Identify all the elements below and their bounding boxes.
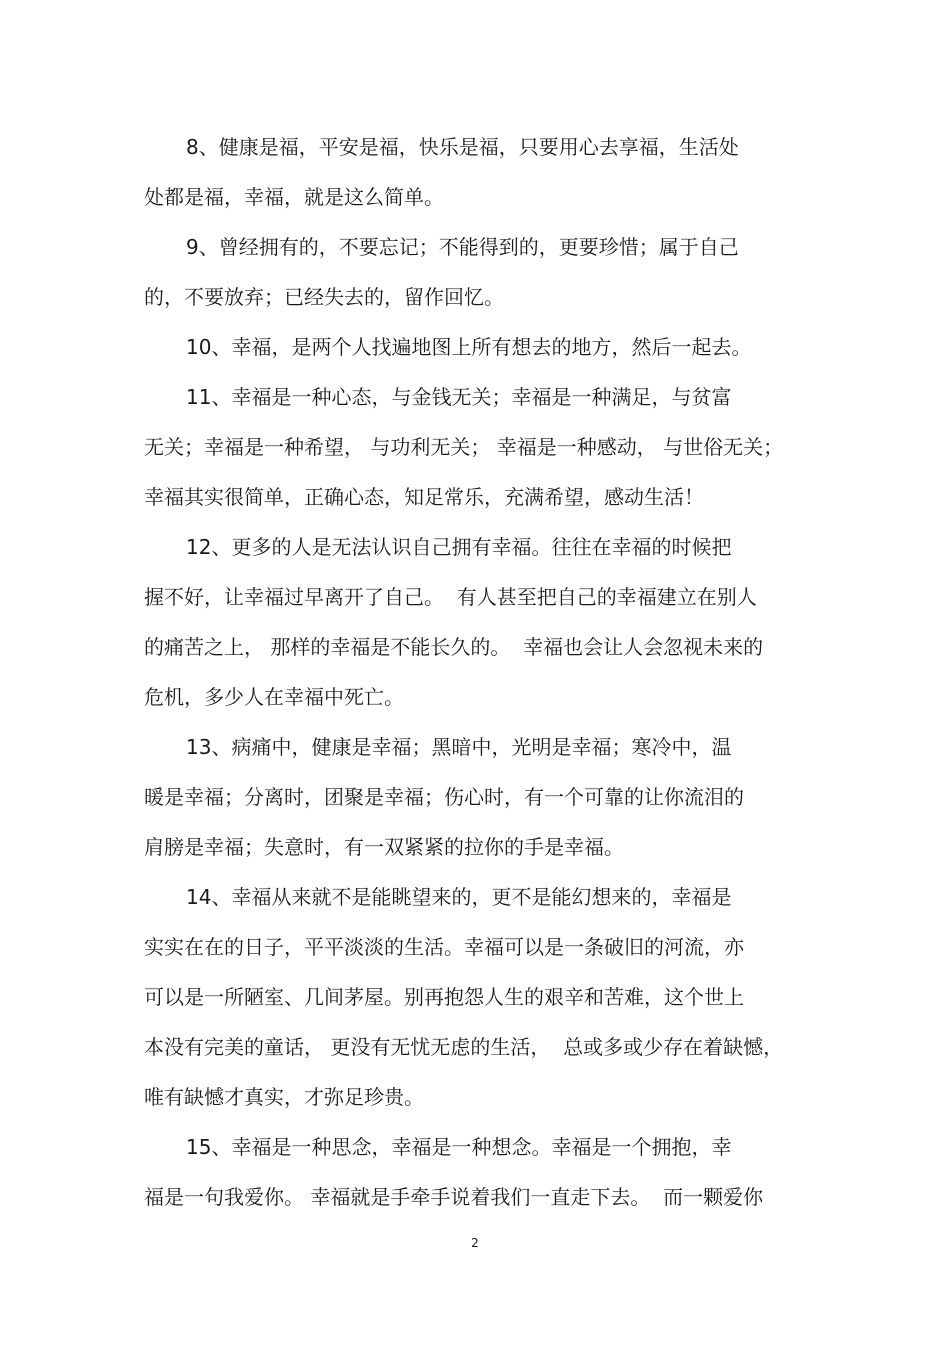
text-line: 实实在在的日子，平平淡淡的生活。幸福可以是一条破旧的河流，亦 <box>144 935 744 959</box>
text-line: 唯有缺憾才真实，才弥足珍贵。 <box>144 1085 424 1109</box>
document-body <box>144 122 814 1222</box>
page-number: 2 <box>471 1236 479 1250</box>
text-line: 无关；幸福是一种希望， 与功利无关； 幸福是一种感动， 与世俗无关； <box>144 435 784 459</box>
text-line: 14、幸福从来就不是能眺望来的，更不是能幻想来的，幸福是 <box>186 885 732 909</box>
text-line: 幸福其实很简单，正确心态，知足常乐，充满希望，感动生活！ <box>144 485 704 509</box>
text-line: 肩膀是幸福；失意时，有一双紧紧的拉你的手是幸福。 <box>144 835 624 859</box>
text-line: 福是一句我爱你。 幸福就是手牵手说着我们一直走下去。 而一颗爱你 <box>144 1185 764 1209</box>
text-line: 11、幸福是一种心态，与金钱无关；幸福是一种满足，与贫富 <box>186 385 732 409</box>
text-line: 握不好，让幸福过早离开了自己。 有人甚至把自己的幸福建立在别人 <box>144 585 757 609</box>
text-line: 处都是福，幸福，就是这么简单。 <box>144 185 444 209</box>
text-line: 9、曾经拥有的，不要忘记；不能得到的，更要珍惜；属于自己 <box>186 235 739 259</box>
text-line: 可以是一所陋室、几间茅屋。别再抱怨人生的艰辛和苦难，这个世上 <box>144 985 744 1009</box>
text-line: 的痛苦之上， 那样的幸福是不能长久的。 幸福也会让人会忽视未来的 <box>144 635 764 659</box>
text-line: 暖是幸福；分离时，团聚是幸福；伤心时，有一个可靠的让你流泪的 <box>144 785 744 809</box>
text-line: 10、幸福，是两个人找遍地图上所有想去的地方，然后一起去。 <box>186 335 752 359</box>
text-line: 本没有完美的童话， 更没有无忧无虑的生活， 总或多或少存在着缺憾， <box>144 1035 784 1059</box>
text-line: 危机，多少人在幸福中死亡。 <box>144 685 404 709</box>
text-line: 12、更多的人是无法认识自己拥有幸福。往往在幸福的时候把 <box>186 535 732 559</box>
text-line: 15、幸福是一种思念，幸福是一种想念。幸福是一个拥抱，幸 <box>186 1135 732 1159</box>
text-line: 8、健康是福，平安是福，快乐是福，只要用心去享福，生活处 <box>186 135 739 159</box>
text-line: 的，不要放弃；已经失去的，留作回忆。 <box>144 285 504 309</box>
text-line: 13、病痛中，健康是幸福；黑暗中，光明是幸福；寒冷中，温 <box>186 735 732 759</box>
